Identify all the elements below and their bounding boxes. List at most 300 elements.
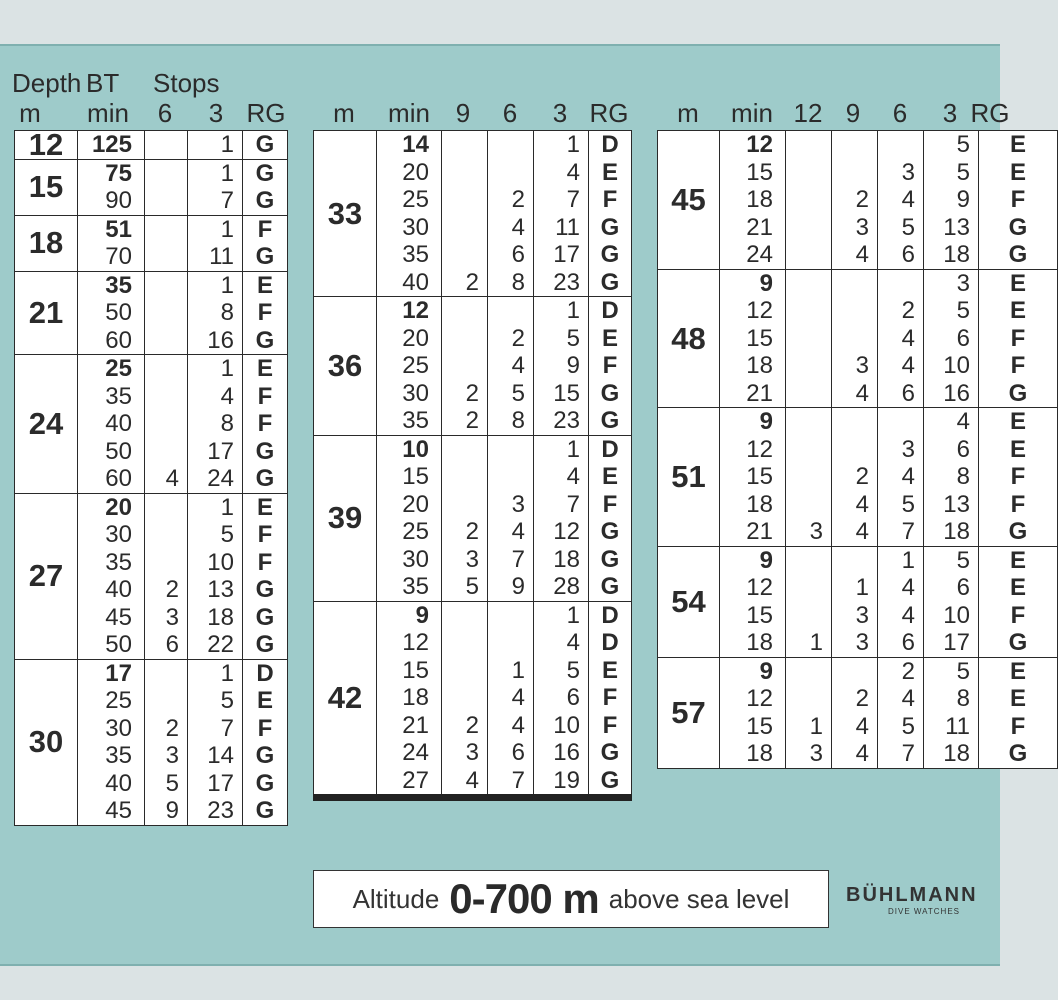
stop-minutes-value: 23: [553, 407, 580, 434]
repetitive-group-value: F: [1010, 463, 1026, 490]
stop-minutes-value: 2: [465, 518, 479, 545]
repetitive-group-cell: [243, 659, 288, 825]
column-header: RG: [970, 98, 1010, 128]
depth-cell: 54: [658, 546, 720, 657]
stop-minutes-cell: [924, 131, 979, 270]
stop-minutes-value: 5: [566, 324, 580, 352]
repetitive-group-value: G: [1008, 629, 1028, 656]
stop-minutes-cell: [832, 408, 878, 547]
repetitive-group-value: G: [1008, 213, 1028, 241]
bottom-time-cell: [720, 408, 786, 547]
stop-minutes-cell: [832, 269, 878, 408]
stop-minutes-cell: [188, 659, 243, 825]
bottom-time-cell: [720, 546, 786, 657]
depth-group-row: [15, 271, 288, 355]
repetitive-group-value: E: [1009, 297, 1026, 324]
stop-minutes-value: 16: [207, 326, 234, 354]
repetitive-group-value: F: [257, 299, 273, 326]
stop-minutes-value: 1: [566, 131, 580, 158]
stop-minutes-value: 6: [901, 379, 915, 407]
stop-minutes-value: 5: [901, 490, 915, 518]
stop-minutes-cell: [832, 657, 878, 768]
stop-minutes-value: [789, 547, 823, 575]
stop-minutes-value: 4: [566, 158, 580, 186]
repetitive-group-value: F: [602, 186, 618, 213]
bottom-time-value: 25: [402, 352, 429, 379]
stop-minutes-value: [445, 159, 479, 187]
stop-minutes-value: [789, 658, 823, 686]
bottom-time-value: 45: [105, 603, 132, 631]
stop-minutes-value: 2: [855, 685, 869, 712]
stop-minutes-cell: [488, 435, 534, 601]
bottom-time-value: 20: [402, 158, 429, 186]
stop-minutes-value: 14: [207, 742, 234, 769]
repetitive-group-value: G: [255, 437, 275, 465]
bottom-time-cell: [377, 435, 442, 601]
repetitive-group-cell: [243, 131, 288, 160]
stop-minutes-value: 1: [566, 435, 580, 463]
stop-minutes-cell: [924, 657, 979, 768]
altitude-suffix: above sea level: [608, 883, 790, 914]
stop-minutes-value: 1: [220, 355, 234, 382]
bottom-time-value: 18: [402, 684, 429, 711]
stop-minutes-value: 2: [465, 379, 479, 407]
repetitive-group-value: E: [1009, 269, 1026, 297]
stop-minutes-value: 5: [956, 131, 970, 158]
stop-minutes-cell: [188, 131, 243, 160]
altitude-range: 0-700 m: [449, 875, 599, 922]
stop-minutes-value: 16: [943, 379, 970, 407]
bottom-time-value: 60: [105, 326, 132, 354]
repetitive-group-value: E: [601, 656, 618, 684]
depth-cell: 30: [15, 659, 78, 825]
bottom-time-value: 35: [105, 271, 132, 299]
repetitive-group-value: E: [1009, 408, 1026, 435]
bottom-time-value: 45: [105, 797, 132, 824]
stop-minutes-value: 4: [855, 518, 869, 545]
bottom-time-value: 40: [402, 268, 429, 296]
repetitive-group-cell: [979, 269, 1058, 408]
bottom-time-value: 40: [105, 410, 132, 437]
bottom-time-cell: [377, 601, 442, 798]
depth-cell: 21: [15, 271, 78, 355]
column-header: m: [333, 98, 355, 128]
stop-minutes-cell: [488, 601, 534, 798]
stop-minutes-value: [445, 352, 479, 380]
stop-minutes-cell: [145, 159, 188, 215]
depth-group-row: [658, 131, 1058, 270]
stop-minutes-value: [789, 491, 823, 519]
stop-minutes-value: 5: [956, 657, 970, 685]
repetitive-group-value: G: [600, 739, 620, 766]
repetitive-group-value: F: [257, 410, 273, 437]
repetitive-group-value: F: [602, 352, 618, 379]
stop-minutes-value: 4: [165, 465, 179, 492]
repetitive-group-value: G: [255, 797, 275, 824]
stop-minutes-value: 2: [511, 186, 525, 213]
bottom-time-value: 40: [105, 769, 132, 797]
stop-minutes-cell: [442, 131, 488, 297]
stop-minutes-value: 6: [956, 435, 970, 463]
stop-minutes-value: [148, 660, 179, 688]
stop-minutes-value: 15: [553, 379, 580, 407]
stop-minutes-value: [148, 160, 179, 188]
bottom-time-value: 30: [105, 521, 132, 548]
bottom-time-value: 24: [402, 739, 429, 766]
stop-minutes-value: [835, 159, 869, 187]
stop-minutes-value: 8: [956, 463, 970, 490]
bottom-time-value: 12: [746, 131, 773, 158]
stop-minutes-value: 1: [220, 159, 234, 187]
repetitive-group-cell: [979, 657, 1058, 768]
stop-minutes-value: [491, 463, 525, 491]
repetitive-group-value: G: [1008, 241, 1028, 268]
stop-minutes-value: 23: [553, 268, 580, 296]
stop-minutes-value: [445, 297, 479, 325]
stop-minutes-value: 7: [220, 714, 234, 742]
bottom-time-value: 30: [105, 714, 132, 742]
stop-minutes-value: [789, 463, 823, 491]
repetitive-group-value: G: [600, 407, 620, 434]
repetitive-group-value: G: [600, 241, 620, 268]
dive-table-middle: [313, 130, 632, 801]
stop-minutes-cell: [188, 355, 243, 494]
depth-cell: 39: [314, 435, 377, 601]
bottom-time-cell: [720, 657, 786, 768]
stop-minutes-value: 1: [511, 656, 525, 684]
stop-minutes-value: 1: [220, 215, 234, 243]
stop-minutes-value: 28: [553, 573, 580, 600]
stop-minutes-value: 5: [220, 521, 234, 548]
stop-minutes-value: 16: [553, 739, 580, 766]
column-header: 3: [942, 98, 958, 128]
stop-minutes-value: 11: [209, 243, 234, 270]
repetitive-group-value: G: [600, 766, 620, 794]
stop-minutes-cell: [442, 297, 488, 436]
stop-minutes-cell: [145, 271, 188, 355]
dive-table-left: [14, 127, 288, 826]
stop-minutes-value: [148, 131, 179, 159]
bottom-time-value: 12: [402, 629, 429, 656]
repetitive-group-value: D: [601, 629, 619, 656]
stop-minutes-value: 24: [207, 465, 234, 492]
stop-minutes-cell: [878, 546, 924, 657]
depth-cell: 57: [658, 657, 720, 768]
stop-minutes-cell: [786, 131, 832, 270]
stop-minutes-value: [148, 383, 179, 411]
stop-minutes-value: [789, 241, 823, 269]
bottom-time-value: 20: [402, 324, 429, 352]
stop-minutes-value: 4: [901, 352, 915, 379]
bottom-time-value: 9: [759, 408, 773, 435]
column-header: 6: [502, 98, 518, 128]
stop-minutes-value: 9: [165, 797, 179, 824]
bottom-time-value: 25: [402, 186, 429, 213]
stop-minutes-cell: [188, 271, 243, 355]
stop-minutes-value: 4: [901, 685, 915, 712]
stop-minutes-value: [148, 187, 179, 215]
bottom-time-value: 15: [746, 712, 773, 740]
depth-group-row: [15, 659, 288, 825]
stop-minutes-value: 8: [220, 410, 234, 437]
repetitive-group-value: E: [601, 158, 618, 186]
bottom-time-value: 17: [105, 659, 132, 687]
stop-minutes-value: 13: [943, 213, 970, 241]
repetitive-group-value: E: [256, 355, 273, 382]
bottom-time-value: 60: [105, 465, 132, 492]
bottom-time-cell: [78, 131, 145, 160]
depth-group-row: [658, 546, 1058, 657]
bottom-time-value: 18: [746, 740, 773, 767]
stop-minutes-value: 23: [207, 797, 234, 824]
stop-minutes-value: 9: [511, 573, 525, 600]
stop-minutes-value: 5: [511, 379, 525, 407]
stop-minutes-cell: [878, 408, 924, 547]
stop-minutes-value: 5: [956, 158, 970, 186]
repetitive-group-value: F: [1010, 186, 1026, 213]
repetitive-group-value: E: [1009, 657, 1026, 685]
stop-minutes-value: 4: [511, 213, 525, 241]
stop-minutes-value: [835, 325, 869, 353]
stop-minutes-value: [148, 243, 179, 271]
depth-group-row: [15, 159, 288, 215]
stop-minutes-value: 4: [855, 379, 869, 407]
header-bt: BT: [86, 68, 120, 98]
repetitive-group-cell: [243, 355, 288, 494]
repetitive-group-value: G: [255, 243, 275, 270]
repetitive-group-cell: [589, 297, 632, 436]
stop-minutes-value: 1: [566, 601, 580, 629]
bottom-time-value: 75: [105, 159, 132, 187]
stop-minutes-value: 1: [855, 574, 869, 601]
bottom-time-cell: [377, 131, 442, 297]
stop-minutes-value: 4: [901, 324, 915, 352]
bottom-time-value: 15: [746, 601, 773, 629]
stop-minutes-value: 2: [165, 576, 179, 603]
stop-minutes-value: 13: [943, 490, 970, 518]
stop-minutes-value: 7: [511, 545, 525, 573]
stop-minutes-value: [491, 131, 525, 159]
repetitive-group-cell: [243, 215, 288, 271]
stop-minutes-value: 2: [855, 186, 869, 213]
stop-minutes-value: 18: [943, 241, 970, 268]
stop-minutes-value: 7: [901, 518, 915, 545]
stop-minutes-value: [789, 186, 823, 214]
stop-minutes-cell: [534, 297, 589, 436]
repetitive-group-value: F: [602, 684, 618, 711]
repetitive-group-value: G: [1008, 379, 1028, 407]
repetitive-group-value: G: [255, 576, 275, 603]
stop-minutes-value: 3: [511, 490, 525, 518]
stop-minutes-cell: [145, 493, 188, 659]
stop-minutes-value: 8: [511, 407, 525, 434]
stop-minutes-value: 7: [511, 766, 525, 794]
stop-minutes-value: 3: [165, 603, 179, 631]
stop-minutes-value: 6: [511, 739, 525, 766]
stop-minutes-value: 1: [809, 629, 823, 656]
stop-minutes-value: [491, 629, 525, 657]
stop-minutes-value: 2: [511, 324, 525, 352]
stop-minutes-cell: [145, 131, 188, 160]
stop-minutes-value: [148, 687, 179, 715]
stop-minutes-value: [789, 602, 823, 630]
bottom-time-value: 20: [402, 490, 429, 518]
repetitive-group-value: E: [1009, 574, 1026, 601]
depth-cell: 33: [314, 131, 377, 297]
stop-minutes-value: 3: [855, 352, 869, 379]
repetitive-group-value: G: [255, 631, 275, 658]
stop-minutes-value: 4: [566, 463, 580, 490]
depth-group-row: [15, 131, 288, 160]
stop-minutes-cell: [924, 408, 979, 547]
stop-minutes-cell: [188, 493, 243, 659]
bottom-time-value: 15: [746, 463, 773, 490]
stop-minutes-value: [148, 494, 179, 522]
bottom-time-value: 40: [105, 576, 132, 603]
bottom-time-value: 20: [105, 493, 132, 521]
bottom-time-value: 15: [746, 324, 773, 352]
bottom-time-value: 50: [105, 631, 132, 658]
repetitive-group-value: G: [255, 187, 275, 214]
stop-minutes-value: 17: [943, 629, 970, 656]
stop-minutes-value: [491, 436, 525, 464]
bottom-time-value: 12: [746, 435, 773, 463]
stop-minutes-value: 6: [566, 684, 580, 711]
bottom-time-cell: [78, 159, 145, 215]
stop-minutes-value: 19: [553, 766, 580, 794]
depth-cell: 18: [15, 215, 78, 271]
stop-minutes-cell: [488, 297, 534, 436]
stop-minutes-value: [148, 438, 179, 466]
stop-minutes-value: 4: [511, 684, 525, 711]
column-header: 3: [208, 98, 224, 128]
stop-minutes-value: [835, 270, 869, 298]
stop-minutes-cell: [786, 546, 832, 657]
stop-minutes-value: 6: [901, 241, 915, 268]
brand-tagline: DIVE WATCHES: [888, 907, 961, 916]
bottom-time-value: 70: [105, 243, 132, 270]
stop-minutes-value: 10: [553, 711, 580, 739]
column-header: m: [677, 98, 699, 128]
bottom-time-value: 18: [746, 629, 773, 656]
depth-group-row: [314, 297, 632, 436]
stop-minutes-value: 4: [511, 518, 525, 545]
column-header: m: [19, 98, 41, 128]
stop-minutes-value: 18: [553, 545, 580, 573]
stop-minutes-value: 1: [566, 297, 580, 324]
stop-minutes-value: 9: [956, 186, 970, 213]
stop-minutes-cell: [145, 355, 188, 494]
stop-minutes-value: 5: [566, 656, 580, 684]
stop-minutes-value: [445, 436, 479, 464]
stop-minutes-value: [789, 159, 823, 187]
stop-minutes-value: [445, 657, 479, 685]
stop-minutes-cell: [534, 435, 589, 601]
stop-minutes-value: [789, 380, 823, 408]
depth-group-row: [658, 408, 1058, 547]
bottom-time-value: 10: [402, 435, 429, 463]
stop-minutes-value: 4: [511, 711, 525, 739]
stop-minutes-value: 1: [220, 493, 234, 521]
bottom-time-value: 125: [91, 131, 132, 158]
bottom-time-value: 18: [746, 490, 773, 518]
bottom-time-cell: [720, 269, 786, 408]
repetitive-group-value: F: [1010, 490, 1026, 518]
stop-minutes-value: 2: [465, 407, 479, 434]
depth-cell: 27: [15, 493, 78, 659]
depth-group-row: [314, 435, 632, 601]
brand-logo: [846, 884, 1006, 916]
bottom-time-value: 12: [746, 574, 773, 601]
stop-minutes-value: 22: [207, 631, 234, 658]
bottom-time-value: 21: [746, 379, 773, 407]
stop-minutes-value: 3: [809, 740, 823, 767]
stop-minutes-value: 10: [943, 352, 970, 379]
stop-minutes-value: 3: [165, 742, 179, 769]
stop-minutes-value: 4: [901, 463, 915, 490]
bottom-time-cell: [78, 215, 145, 271]
bottom-time-cell: [720, 131, 786, 270]
stop-minutes-value: 3: [956, 269, 970, 297]
stop-minutes-value: 5: [220, 687, 234, 714]
bottom-time-cell: [78, 271, 145, 355]
stop-minutes-cell: [924, 546, 979, 657]
bottom-time-value: 14: [402, 131, 429, 158]
column-header: RG: [589, 98, 629, 128]
bottom-time-value: 25: [402, 518, 429, 545]
stop-minutes-value: 7: [220, 187, 234, 214]
stop-minutes-value: 5: [956, 297, 970, 324]
bottom-time-value: 50: [105, 299, 132, 326]
bottom-time-cell: [78, 493, 145, 659]
repetitive-group-value: G: [600, 268, 620, 296]
stop-minutes-cell: [534, 601, 589, 798]
stop-minutes-cell: [832, 546, 878, 657]
repetitive-group-value: E: [1009, 158, 1026, 186]
stop-minutes-value: 12: [553, 518, 580, 545]
stop-minutes-cell: [924, 269, 979, 408]
bottom-time-value: 51: [105, 215, 132, 243]
stop-minutes-value: 6: [956, 574, 970, 601]
repetitive-group-cell: [979, 408, 1058, 547]
stop-minutes-value: 1: [901, 546, 915, 574]
depth-cell: 12: [15, 131, 78, 160]
stop-minutes-value: 6: [165, 631, 179, 658]
depth-cell: 36: [314, 297, 377, 436]
stop-minutes-value: 8: [956, 685, 970, 712]
repetitive-group-value: F: [1010, 324, 1026, 352]
repetitive-group-value: D: [256, 659, 274, 687]
stop-minutes-value: 3: [855, 629, 869, 656]
bottom-time-value: 12: [746, 297, 773, 324]
column-header: min: [731, 98, 773, 128]
stop-minutes-value: [789, 131, 823, 159]
stop-minutes-value: 6: [956, 324, 970, 352]
stop-minutes-value: 8: [511, 268, 525, 296]
header-depth: Depth: [12, 68, 82, 98]
column-header: 12: [793, 98, 823, 128]
bottom-time-value: 35: [402, 573, 429, 600]
repetitive-group-value: G: [1008, 740, 1028, 767]
stop-minutes-value: [881, 408, 915, 436]
repetitive-group-value: G: [600, 213, 620, 241]
stop-minutes-value: 3: [855, 601, 869, 629]
stop-minutes-value: [445, 602, 479, 630]
depth-group-row: [314, 131, 632, 297]
repetitive-group-cell: [589, 131, 632, 297]
stop-minutes-value: 8: [220, 299, 234, 326]
repetitive-group-value: G: [255, 326, 275, 354]
